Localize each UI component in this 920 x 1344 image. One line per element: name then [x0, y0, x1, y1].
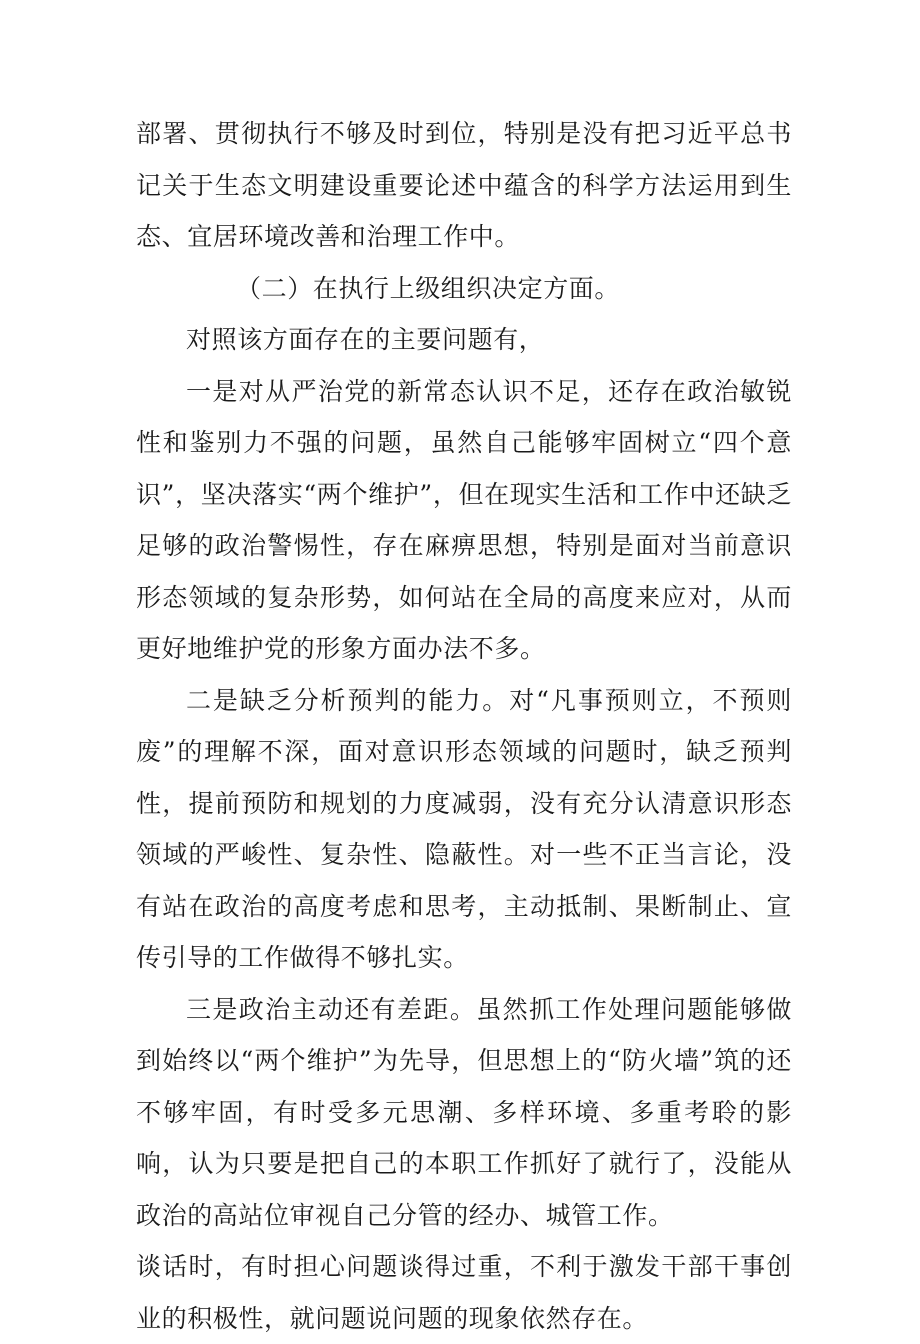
paragraph-intro: 对照该方面存在的主要问题有，	[186, 325, 545, 354]
paragraph-point-three: 三是政治主动还有差距。虽然抓工作处理问题能够做到始终以“两个维护”为先导，但思想上的“防火墙”筑的还不够牢固，有时受多元思潮、多样环境、多重考聆的影响，认为只要是把自己的本职工作抓好了就行了，没能从政治的高站位审视自己分管的经办、城管工作。	[136, 994, 792, 1230]
paragraph-continuation: 部署、贯彻执行不够及时到位，特别是没有把习近平总书记关于生态文明建设重要论述中蕴含的科学方法运用到生态、宜居环境改善和治理工作中。	[136, 119, 792, 251]
document-body	[136, 108, 792, 1344]
section-heading-text: （二）在执行上级组织决定方面。	[236, 273, 621, 303]
section-heading	[136, 263, 792, 315]
paragraph-point-one: 一是对从严治党的新常态认识不足，还存在政治敏锐性和鉴别力不强的问题，虽然自己能够牢固树立“四个意识”，坚决落实“两个维护”，但在现实生活和工作中还缺乏足够的政治警惕性，存在麻痹思想，特别是面对当前意识形态领域的复杂形势，如何站在全局的高度来应对，从而更好地维护党的形象方面办法不多。	[136, 376, 792, 663]
paragraph-conversation: 谈话时，有时担心问题谈得过重，不利于激发干部干事创业的积极性，就问题说问题的现象依然存在。	[136, 1252, 792, 1333]
paragraph-point-two: 二是缺乏分析预判的能力。对“凡事预则立，不预则废”的理解不深，面对意识形态领域的问题时，缺乏预判性，提前预防和规划的力度减弱，没有充分认清意识形态领域的严峻性、复杂性、隐蔽性。对一些不正当言论，没有站在政治的高度考虑和思考，主动抵制、果断制止、宣传引导的工作做得不够扎实。	[136, 685, 792, 972]
